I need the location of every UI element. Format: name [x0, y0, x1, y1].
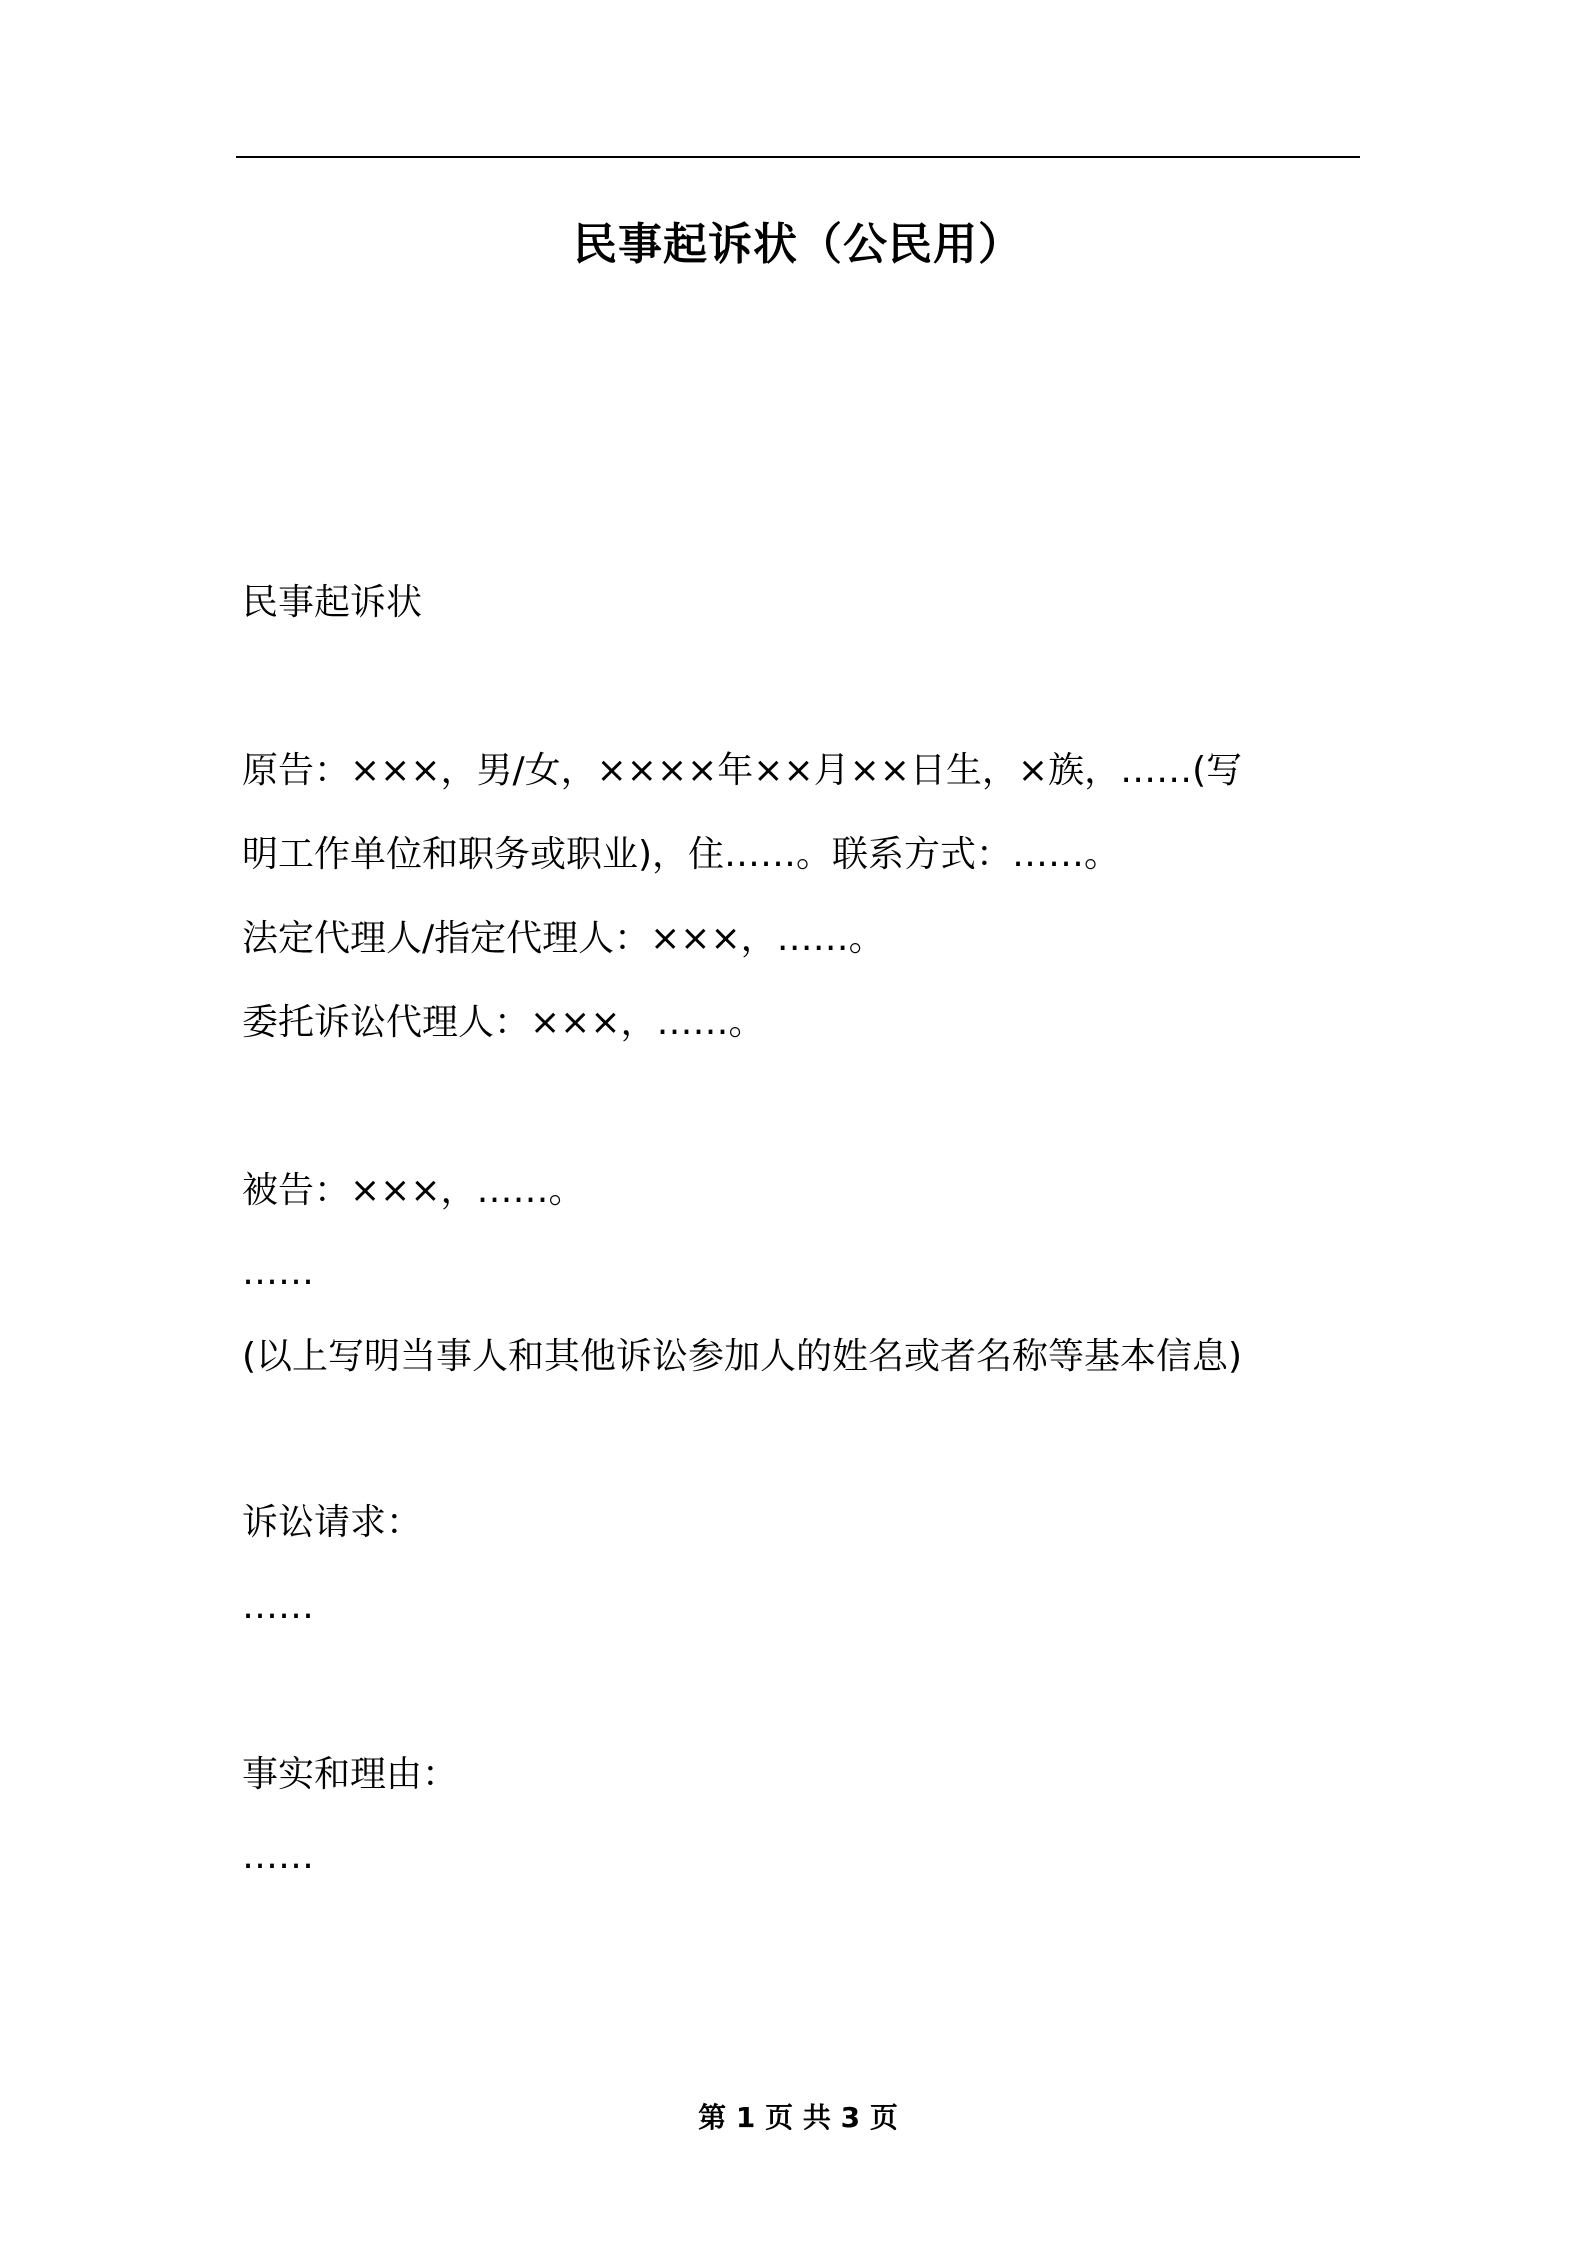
parties-ellipsis: …… [242, 1252, 314, 1293]
facts-heading: 事实和理由： [242, 1754, 459, 1795]
document-title: 民事起诉状（公民用） [573, 219, 1023, 270]
page-indicator: 第 1 页 共 3 页 [698, 2101, 898, 2134]
parties-note: (以上写明当事人和其他诉讼参加人的姓名或者名称等基本信息) [242, 1336, 1243, 1377]
plaintiff-line-1: 原告：×××，男/女，××××年××月××日生，×族，……(写 [242, 750, 1243, 791]
defendant-line: 被告：×××，……。 [242, 1170, 585, 1211]
plaintiff-line-2: 明工作单位和职务或职业)，住……。联系方式：……。 [242, 834, 1121, 875]
legal-agent-line: 法定代理人/指定代理人：×××，……。 [242, 918, 885, 959]
section-heading: 民事起诉状 [242, 582, 423, 623]
facts-body: …… [242, 1836, 314, 1877]
header-rule [236, 156, 1360, 158]
entrusted-agent-line: 委托诉讼代理人：×××，……。 [242, 1002, 765, 1043]
claims-body: …… [242, 1586, 314, 1627]
claims-heading: 诉讼请求： [242, 1502, 423, 1543]
